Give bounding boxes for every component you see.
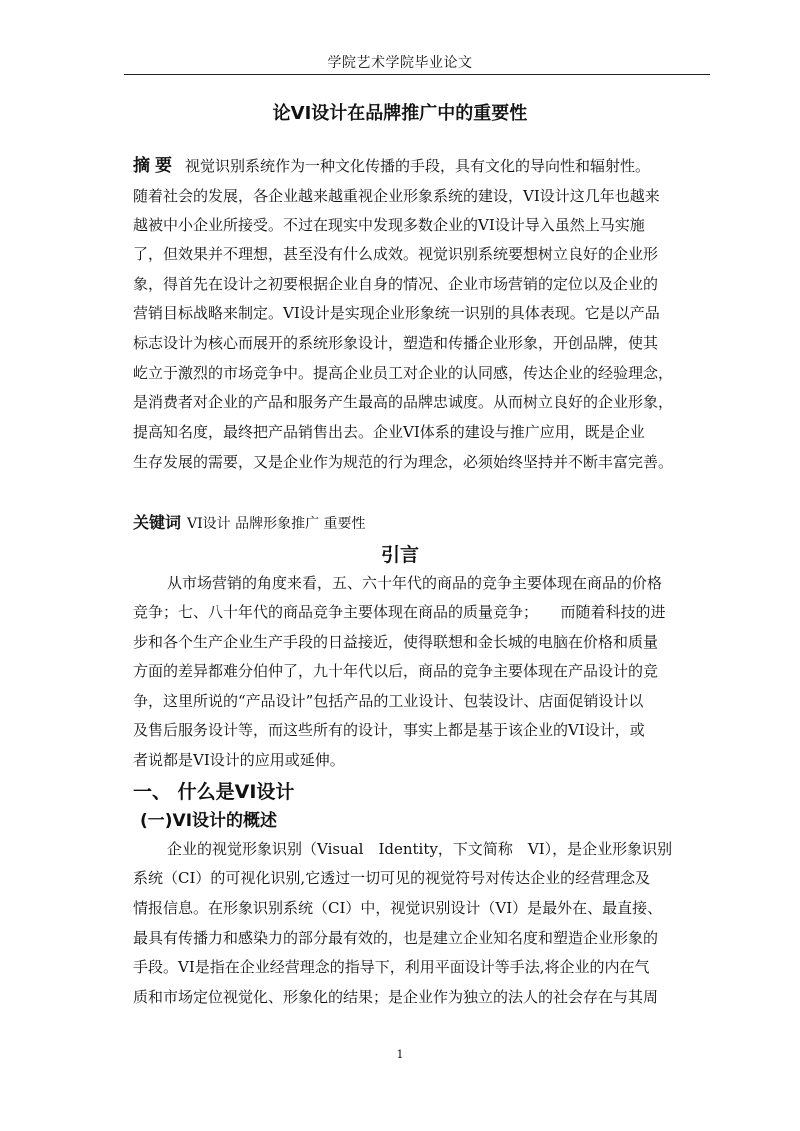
abstract-line: 营销目标战略来制定。VI设计是实现企业形象统一识别的具体表现。它是以产品: [133, 304, 660, 322]
body-line: 手段。VI是指在企业经营理念的指导下，利用平面设计等手法,将企业的内在气: [133, 958, 650, 976]
header-rule: [124, 74, 710, 75]
body-line: 系统（CI）的可视化识别,它透过一切可见的视觉符号对传达企业的经营理念及: [133, 869, 651, 887]
abstract-line: 越被中小企业所接受。不过在现实中发现多数企业的VI设计导入虽然上马实施: [133, 216, 645, 234]
paper-title: 论VI设计在品牌推广中的重要性: [272, 103, 528, 124]
intro-line: 竞争；七、八十年代的商品竞争主要体现在商品的质量竞争； 而随着科技的进: [133, 603, 666, 621]
abstract-line: 生存发展的需要，又是企业作为规范的行为理念，必须始终坚持并不断丰富完善。: [133, 453, 674, 471]
intro-heading: 引言: [380, 544, 419, 566]
intro-line: 从市场营销的角度来看，五、六十年代的商品的竞争主要体现在商品的价格: [167, 574, 663, 592]
body-line: 最具有传播力和感染力的部分最有效的，也是建立企业知名度和塑造企业形象的: [133, 929, 659, 947]
intro-line: 争，这里所说的“产品设计”包括产品的工业设计、包装设计、店面促销设计以: [133, 692, 644, 710]
abstract-heading: 摘要: [133, 156, 177, 176]
intro-line: 及售后服务设计等，而这些所有的设计，事实上都是基于该企业的VI设计，或: [133, 721, 645, 739]
intro-line: 者说都是VI设计的应用或延伸。: [133, 751, 345, 769]
abstract-line: 了，但效果并不理想，甚至没有什么成效。视觉识别系统要想树立良好的企业形: [133, 245, 659, 263]
intro-line: 步和各个生产企业生产手段的日益接近，使得联想和金长城的电脑在价格和质量: [133, 633, 659, 651]
keywords-text: VI设计 品牌形象推广 重要性: [187, 516, 366, 532]
abstract-line: 象，得首先在设计之初要根据企业自身的情况、企业市场营销的定位以及企业的: [133, 275, 659, 293]
abstract-first-line: [133, 157, 713, 175]
intro-line: 方面的差异都难分伯仲了，九十年代以后，商品的竞争主要体现在产品设计的竞: [133, 662, 659, 680]
body-line: 情报信息。在形象识别系统（CI）中，视觉识别设计（VI）是最外在、最直接、: [133, 899, 663, 917]
abstract-line: 提高知名度，最终把产品销售出去。企业VI体系的建设与推广应用，既是企业: [133, 423, 645, 441]
keywords-line: [133, 514, 713, 533]
subsection-heading: (一)VI设计的概述: [140, 811, 278, 831]
keywords-heading: 关键词: [133, 513, 182, 532]
abstract-line: 随着社会的发展，各企业越来越重视企业形象系统的建设，VI设计这几年也越来: [133, 187, 660, 205]
section-heading: 一、 什么是VI设计: [133, 781, 295, 803]
body-line: 质和市场定位视觉化、形象化的结果；是企业作为独立的法人的社会存在与其周: [133, 988, 659, 1006]
abstract-line: 标志设计为核心而展开的系统形象设计，塑造和传播企业形象，开创品牌，使其: [133, 334, 659, 352]
body-line: 企业的视觉形象识别（Visual Identity，下文简称 VI），是企业形象识别: [167, 840, 673, 858]
abstract-line: 是消费者对企业的产品和服务产生最高的品牌忠诚度。从而树立良好的企业形象，: [133, 393, 674, 411]
page-number: 1: [396, 1048, 404, 1061]
abstract-line: 视觉识别系统作为一种文化传播的手段，具有文化的导向性和辐射性。: [185, 157, 651, 175]
running-header: 学院艺术学院毕业论文: [327, 55, 473, 71]
abstract-line: 屹立于激烈的市场竞争中。提高企业员工对企业的认同感，传达企业的经验理念，: [133, 364, 674, 382]
